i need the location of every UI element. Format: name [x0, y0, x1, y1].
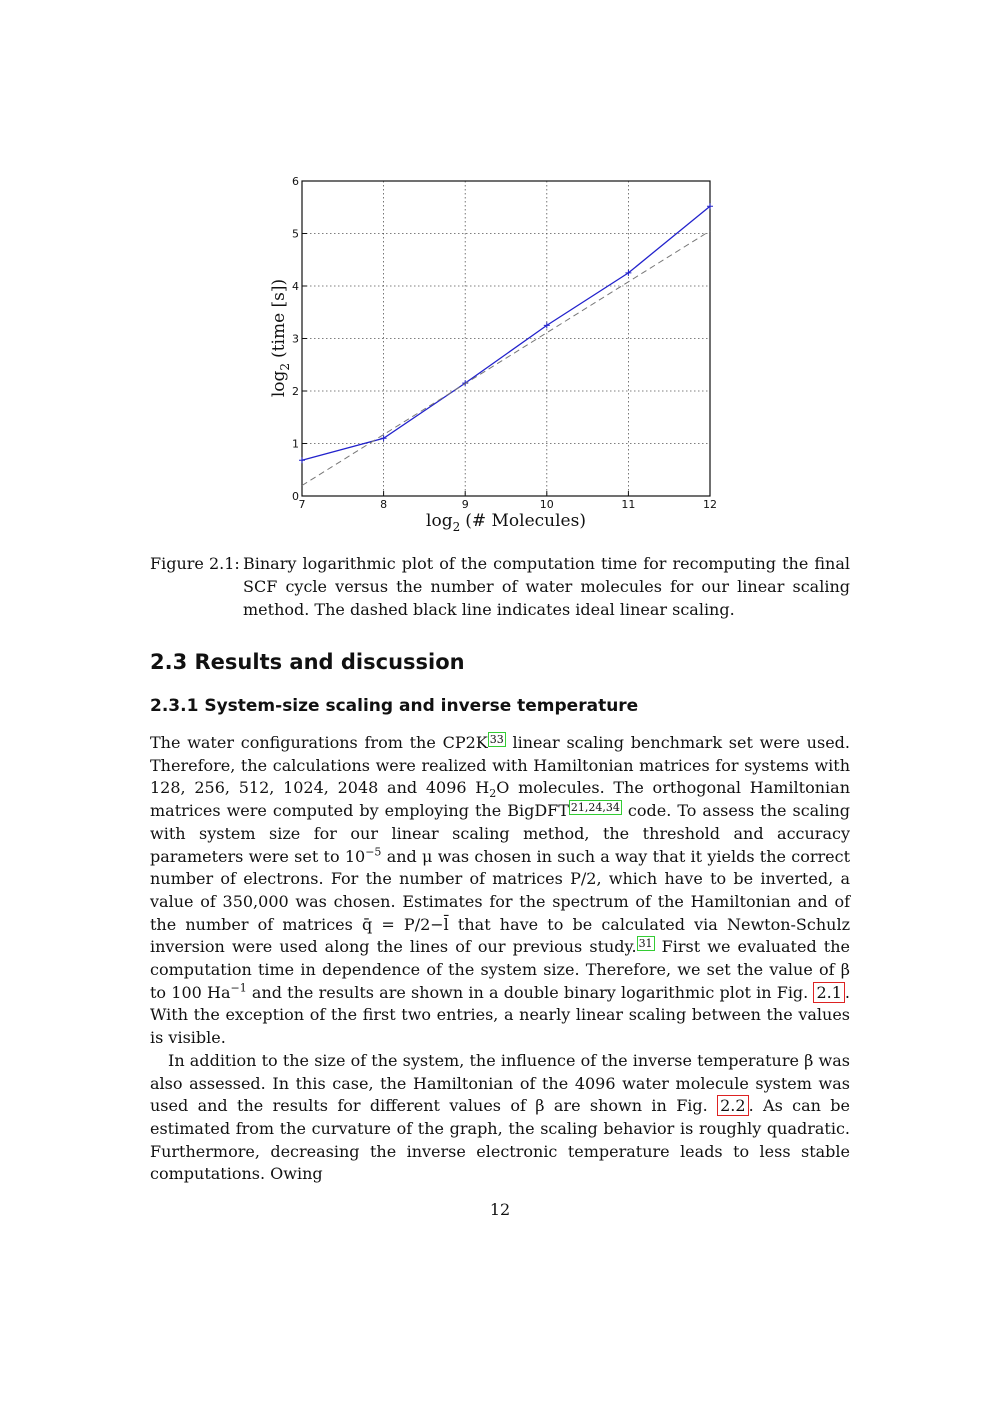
tick-labels [292, 175, 717, 511]
caption-text: Binary logarithmic plot of the computation time for recomputing the final SCF cycle versus the number of water molecules for our linear scaling method. The dashed black line indicates ideal linear scaling. [243, 554, 850, 619]
y-tick-label: 6 [292, 175, 299, 188]
x-tick-label: 12 [703, 498, 717, 511]
subsection-heading: 2.3.1 System-size scaling and inverse temperature [150, 696, 639, 716]
figure-caption [150, 552, 850, 621]
citation-link[interactable]: 31 [638, 937, 653, 951]
x-tick-label: 11 [621, 498, 636, 511]
y-tick-label: 5 [292, 227, 299, 241]
figure-2-1-chart [0, 0, 1000, 540]
citation-link[interactable]: 21,24,34 [570, 801, 620, 815]
y-tick-label: 0 [292, 490, 299, 503]
y-tick-label: 3 [292, 332, 299, 346]
ideal-scaling-line [302, 231, 710, 486]
x-tick-label: 8 [380, 498, 388, 511]
body-text [150, 732, 850, 1186]
y-tick-label: 1 [292, 437, 299, 451]
paragraph-1: The water configurations from the CP2K $^{33}$ linear scaling benchmark set were used. Therefore, the calculations were realized with Hamiltonian matrices for systems with 128, 256, 512, 1024, 2048 and 4096 $H_2O$ molecules. The orthogonal Hamiltonian matrices were computed by employing the BigDFT $^{21,24,34}$ code. To assess the scaling with system size for our linear scaling method, the threshold and accuracy parameters were set to $10^{-5}$ and μ was chosen in such a way that it yields the correct number of electrons. For the number of matrices P/2, which have to be inverted, a value of 350,000 was chosen. Estimates for the spectrum of the Hamiltonian and of the number of matrices q̄ = P/2−l̄ that have to be calculated via Newton-Schulz inversion were used along the lines of our previous study. $^{31}$ First we evaluated the computation time in dependence of the system size. Therefore, we set the value of β to 100 $Ha^{-1}$ and the results are shown in a double binary logarithmic plot in Fig. 2.1 . With the exception of the first two entries, a nearly linear scaling between the values is visible. [150, 733, 851, 1048]
section-heading: 2.3 Results and discussion [150, 650, 465, 674]
x-axis-title: $\log_2$ (# Molecules) [426, 511, 586, 534]
page-number: 12 [489, 1200, 511, 1219]
figure-ref-link[interactable]: 2.1 [813, 982, 844, 1003]
caption-label: Figure 2.1: [150, 554, 240, 573]
figure-ref-link[interactable]: 2.2 [717, 1095, 748, 1116]
y-tick-label: 2 [292, 385, 299, 398]
y-axis-title: $\log_2(time$ [s]) [269, 278, 292, 398]
paragraph-2: In addition to the size of the system, the influence of the inverse temperature β was also assessed. In this case, the Hamiltonian of the 4096 water molecule system was used and the results for different values of β are shown in Fig. 2.2 . As can be estimated from the curvature of the graph, the scaling behavior is roughly quadratic. Furthermore, decreasing the inverse electronic temperature leads to less stable computations. Owing [150, 1050, 851, 1184]
x-tick-label: 7 [298, 498, 306, 511]
x-tick-label: 9 [461, 498, 469, 511]
data-point-marker [299, 457, 305, 463]
y-tick-label: 4 [292, 280, 299, 293]
grid [302, 181, 710, 496]
citation-link[interactable]: 33 [489, 733, 504, 746]
x-tick-label: 10 [539, 498, 554, 511]
measured-series-line [302, 206, 710, 460]
